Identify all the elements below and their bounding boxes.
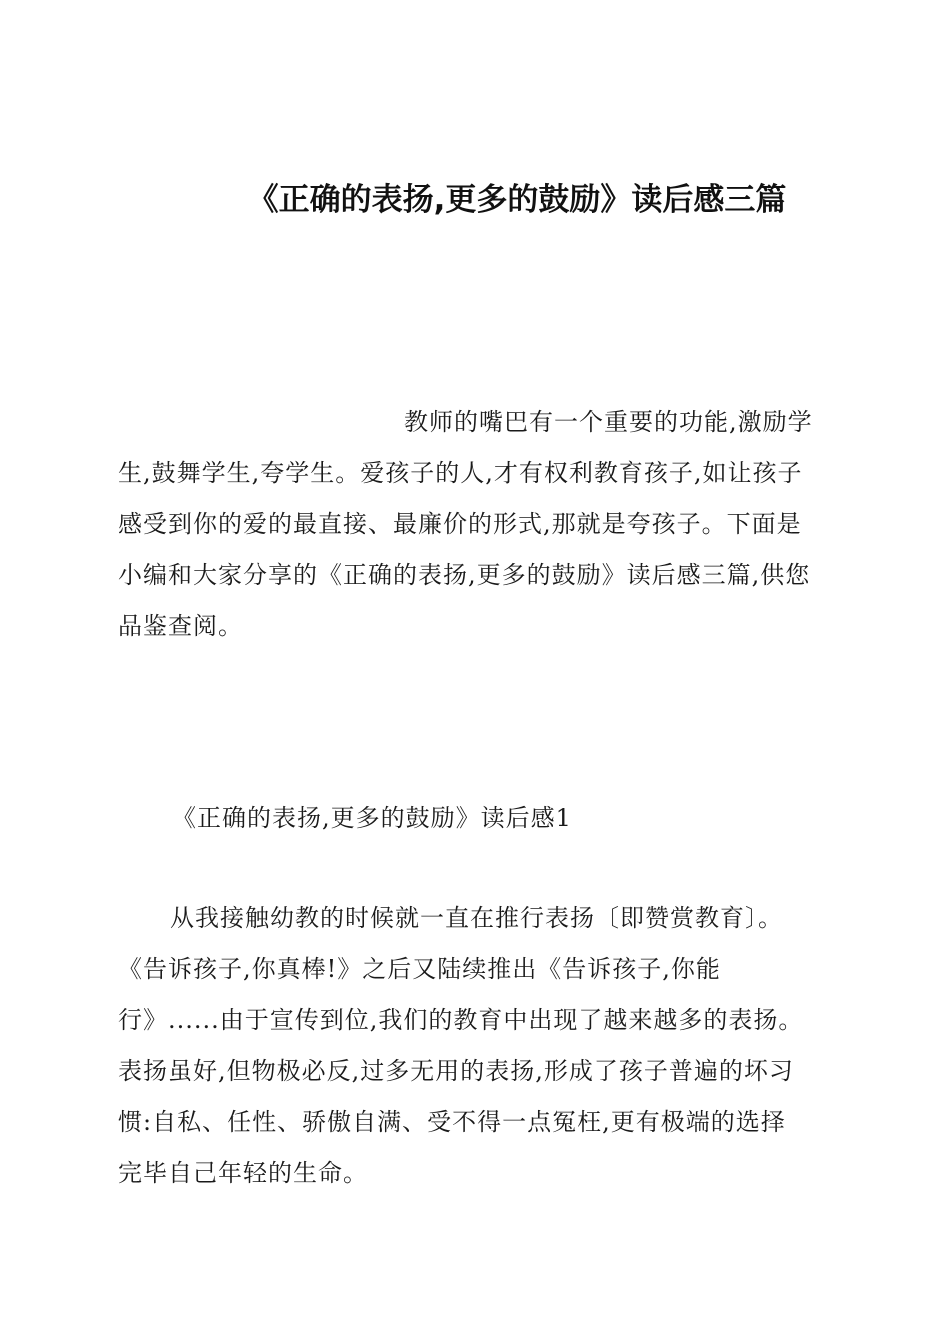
intro-line: 生,鼓舞学生,夸学生。爱孩子的人,才有权利教育孩子,如让孩子	[118, 459, 803, 487]
paragraph-line: 行》......由于宣传到位,我们的教育中出现了越来越多的表扬。	[118, 1006, 804, 1034]
paragraph-line: 《告诉孩子,你真棒!》之后又陆续推出《告诉孩子,你能	[118, 955, 721, 983]
intro-line: 教师的嘴巴有一个重要的功能,激励学	[404, 408, 813, 436]
paragraph-line: 完毕自己年轻的生命。	[118, 1159, 368, 1187]
section-heading: 《正确的表扬,更多的鼓励》读后感1	[172, 804, 572, 832]
intro-line: 小编和大家分享的《正确的表扬,更多的鼓励》读后感三篇,供您	[118, 561, 811, 589]
section-paragraph	[118, 893, 848, 1199]
paragraph-line: 从我接触幼教的时候就一直在推行表扬〔即赞赏教育〕。	[170, 904, 783, 932]
intro-line: 品鉴查阅。	[118, 612, 243, 640]
intro-line: 感受到你的爱的最直接、最廉价的形式,那就是夸孩子。下面是	[118, 510, 802, 538]
intro-paragraph	[118, 397, 834, 652]
paragraph-line: 表扬虽好,但物极必反,过多无用的表扬,形成了孩子普遍的坏习	[118, 1057, 794, 1085]
paragraph-line: 惯:自私、任性、骄傲自满、受不得一点冤枉,更有极端的选择	[118, 1108, 786, 1136]
document-title: 《正确的表扬,更多的鼓励》读后感三篇	[247, 182, 787, 218]
